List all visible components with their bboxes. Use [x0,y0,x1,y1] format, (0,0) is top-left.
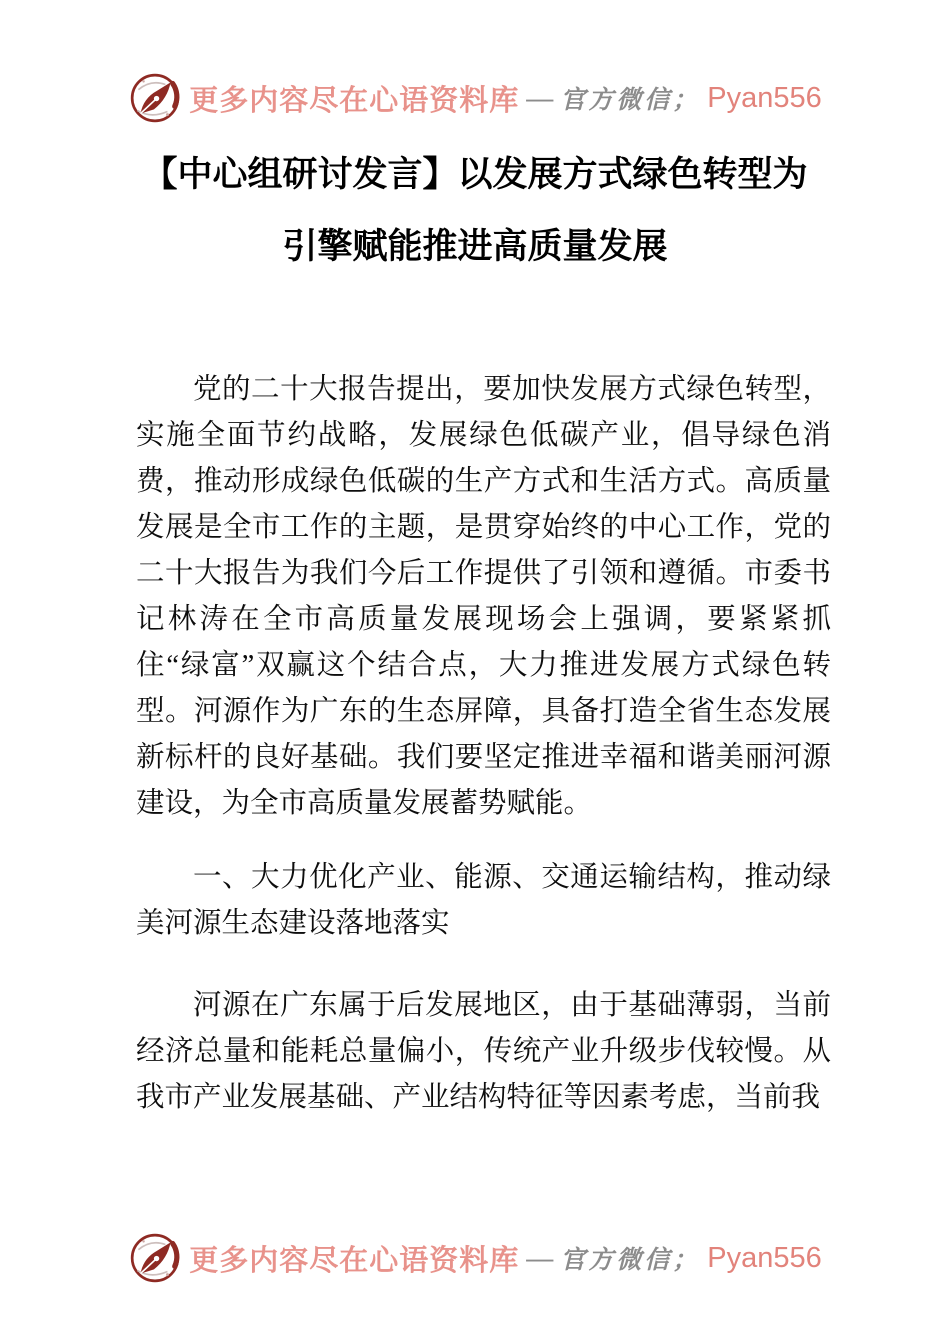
watermark-brand-text: 更多内容尽在心语资料库 [189,1244,520,1277]
document-title-line2: 引擎赋能推进高质量发展 [282,227,668,266]
document-title [128,139,822,283]
header-watermark [0,71,950,125]
watermark-channel-label: 官方微信； [560,1247,701,1274]
body-paragraph: 河源在广东属于后发展地区，由于基础薄弱，当前经济总量和能耗总量偏小，传统产业升级步伐较慢。从我市产业发展基础、产业结构特征等因素考虑，当前我 [136,990,831,1113]
footer-watermark [0,1231,950,1285]
watermark-separator: — [526,1242,554,1273]
watermark-wechat-id: Pyan556 [707,81,822,114]
pen-nib-seal-icon [128,1231,182,1285]
body-paragraph: 党的二十大报告提出，要加快发展方式绿色转型，实施全面节约战略，发展绿色低碳产业，倡导绿色消费，推动形成绿色低碳的生产方式和生活方式。高质量发展是全市工作的主题，是贯穿始终的中心工作，党的二十大报告为我们今后工作提供了引领和遵循。市委书记林涛在全市高质量发展现场会上强调，要紧紧抓住“绿富”双赢这个结合点，大力推进发展方式绿色转型。河源作为广东的生态屏障，具备打造全省生态发展新标杆的良好基础。我们要坚定推进幸福和谐美丽河源建设，为全市高质量发展蓄势赋能。 [136,374,831,819]
watermark-brand-text: 更多内容尽在心语资料库 [189,84,520,117]
watermark-channel-label: 官方微信； [560,87,701,114]
document-body [136,367,831,1149]
pen-nib-seal-icon [128,71,182,125]
watermark-wechat-id: Pyan556 [707,1241,822,1274]
section-heading: 一、大力优化产业、能源、交通运输结构，推动绿美河源生态建设落地落实 [136,862,831,939]
document-title-line1: 【中心组研讨发言】以发展方式绿色转型为 [142,155,808,194]
watermark-separator: — [526,82,554,113]
